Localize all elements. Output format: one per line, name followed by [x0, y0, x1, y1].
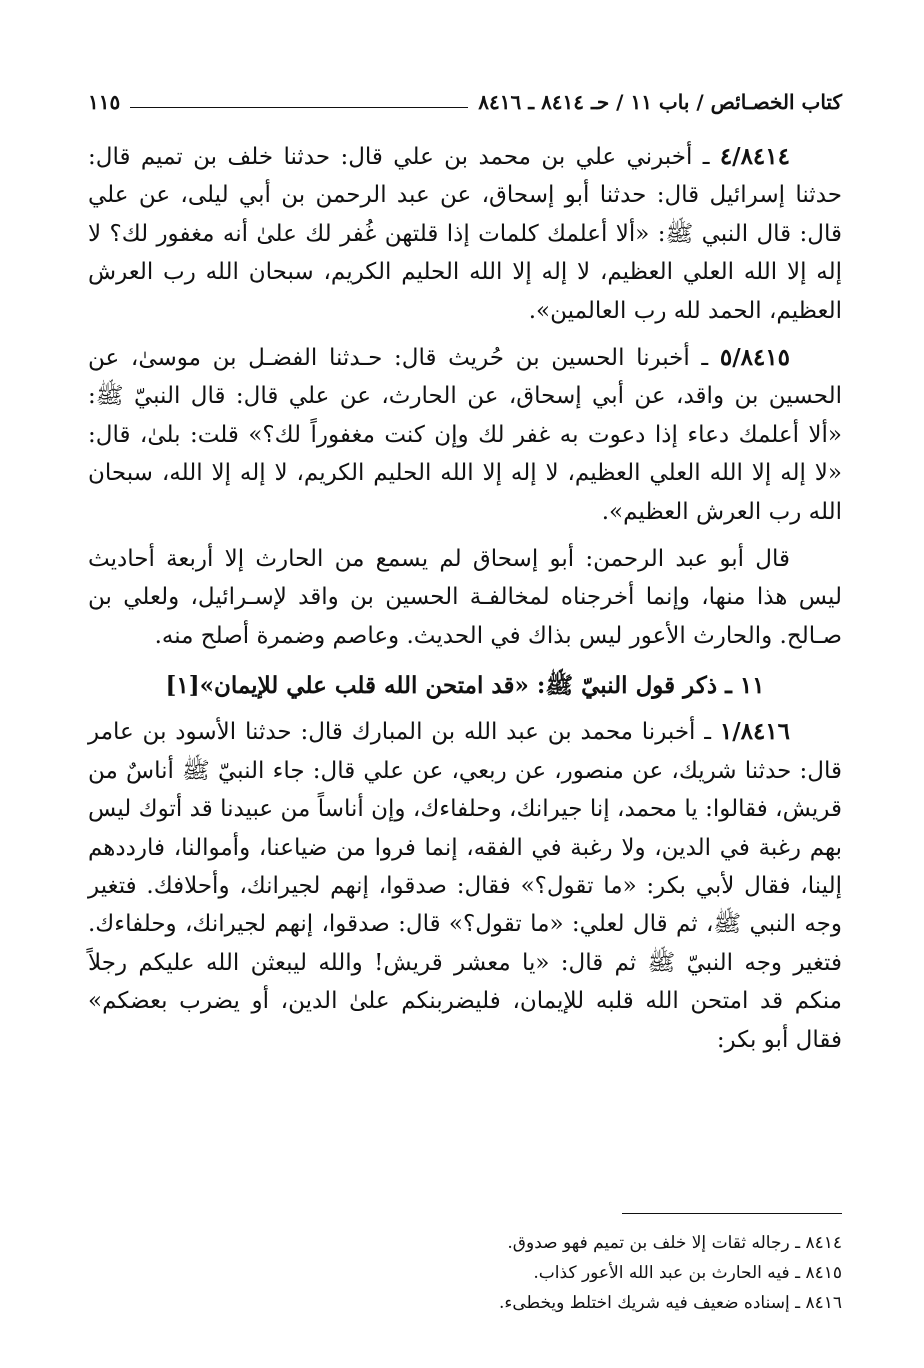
- footnotes: [88, 1228, 842, 1318]
- header-title: كتاب الخصـائص / باب ١١ / حـ ٨٤١٤ ـ ٨٤١٦: [478, 90, 842, 114]
- commentary-paragraph: [88, 540, 842, 655]
- hadith-number: ٥/٨٤١٥: [719, 344, 791, 372]
- footnote-separator: [622, 1213, 842, 1214]
- footnote-item: ٨٤١٦ ـ إسناده ضعيف فيه شريك اختلط ويخطىء.: [498, 1293, 842, 1313]
- commentary-text: قال أبو عبد الرحمن: أبو إسحاق لم يسمع من الحارث إلا أربعة أحاديث ليس هذا منها، وإنما أخرجناه لمخالفـة الحسين بن واقد لإسـرائيل، ولعلي بن صـالح. والحارث الأعور ليس بذاك في الحديث. وعاصم وضمرة أصلح منه.: [88, 546, 842, 649]
- hadith-number: ١/٨٤١٦: [719, 718, 791, 746]
- hadith-text: ـ أخبرني علي بن محمد بن علي قال: حدثنا خلف بن تميم قال: حدثنا إسرائيل قال: حدثنا أبو إسحاق، عن عبد الرحمن بن أبي ليلى، عن علي قال: قال النبي ﷺ: «ألا أعلمك كلمات إذا قلتهن غُفر لك علىٰ أنه مغفور لك؟ لا إله إلا الله العلي العظيم، لا إله إلا الله الحليم الكريم، سبحان الله رب العرش العظيم، الحمد لله رب العالمين».: [88, 144, 842, 324]
- hadith-text: ـ أخبرنا محمد بن عبد الله بن المبارك قال: حدثنا الأسود بن عامر قال: حدثنا شريك، عن منصور، عن ربعي، عن علي قال: جاء النبيّ ﷺ أناسٌ من قريش، فقالوا: يا محمد، إنا جيرانك، وحلفاءك، وإن أناساً من عبيدنا قد أتوك ليس بهم رغبة في الدين، ولا رغبة في الفقه، إنما فروا من ضياعنا، وأموالنا، فارددهم إلينا، فقال لأبي بكر: «ما تقول؟» فقال: صدقوا، إنهم لجيرانك، وأحلافك. فتغير وجه النبي ﷺ، ثم قال لعلي: «ما تقول؟» قال: صدقوا، إنهم لجيرانك، وحلفاءك. فتغير وجه النبيّ ﷺ ثم قال: «يا معشر قريش! والله ليبعثن الله عليكم رجلاً منكم قد امتحن الله قلبه للإيمان، فليضربنكم علىٰ الدين، أو يضرب بعضكم» فقال أبو بكر:: [88, 719, 842, 1053]
- page-body: [88, 138, 842, 1059]
- header-rule: [130, 107, 468, 108]
- footnote-item: ٨٤١٤ ـ رجاله ثقات إلا خلف بن تميم فهو صدوق.: [507, 1233, 842, 1253]
- hadith-text: ـ أخبرنا الحسين بن حُريث قال: حـدثنا الفضـل بن موسىٰ، عن الحسين بن واقد، عن أبي إسحاق، عن الحارث، عن علي قال: قال النبيّ ﷺ: «ألا أعلمك دعاء إذا دعوت به غفر لك وإن كنت مغفوراً لك؟» قلت: بلىٰ، قال: «لا إله إلا الله العلي العظيم، لا إله إلا الله الحليم الكريم، لا إله إلا الله، سبحان الله رب العرش العظيم».: [88, 345, 842, 525]
- hadith-number: ٤/٨٤١٤: [719, 143, 790, 170]
- hadith-8415: [88, 339, 842, 531]
- page-number: ١١٥: [88, 90, 121, 114]
- hadith-8414: [88, 138, 842, 330]
- running-header: [88, 82, 842, 122]
- hadith-8416: [88, 713, 842, 1059]
- footnote-item: ٨٤١٥ ـ فيه الحارث بن عبد الله الأعور كذاب.: [533, 1263, 842, 1283]
- section-heading: ١١ ـ ذكر قول النبيّ ﷺ: «قد امتحن الله قلب علي للإيمان»[١]: [165, 672, 765, 700]
